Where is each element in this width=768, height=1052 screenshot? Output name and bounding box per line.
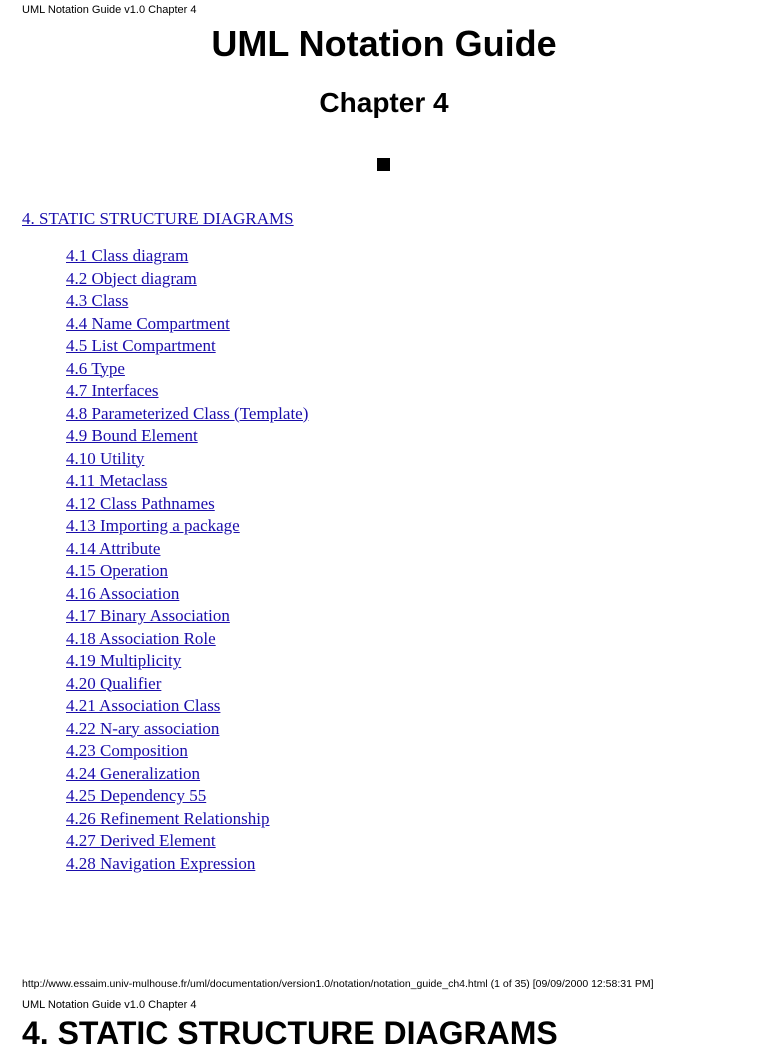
toc-list-item (66, 335, 308, 358)
footer-url: http://www.essaim.univ-mulhouse.fr/uml/documentation/version1.0/notation/notation_guide_ch4.html (1 of 35) [09/09/2000 12:58:31 PM] (22, 978, 654, 990)
toc-link[interactable]: 4.4 Name Compartment (66, 313, 230, 333)
toc-link[interactable]: 4.23 Composition (66, 741, 188, 760)
toc-list-item (66, 785, 308, 808)
toc-list-item (66, 583, 308, 606)
toc-list-item (66, 560, 308, 583)
toc-link[interactable]: 4.19 Multiplicity (66, 651, 182, 670)
toc-list-item (66, 808, 308, 831)
square-bullet-icon (377, 158, 390, 171)
toc-list-item (66, 245, 308, 268)
toc-link[interactable]: 4.27 Derived Element (66, 831, 216, 850)
toc-list-item (66, 628, 308, 651)
toc-link[interactable]: 4.22 N-ary association (66, 718, 220, 738)
toc-list-item (66, 358, 308, 381)
toc-list-item (66, 268, 308, 291)
toc-link[interactable]: 4.13 Importing a package (66, 516, 240, 535)
toc-list-item (66, 290, 308, 313)
toc-link[interactable]: 4.7 Interfaces (66, 381, 159, 400)
toc-link[interactable]: 4.10 Utility (66, 448, 145, 468)
next-page-heading: 4. STATIC STRUCTURE DIAGRAMS (22, 1015, 558, 1051)
toc-link[interactable]: 4.16 Association (66, 583, 180, 603)
page-title: UML Notation Guide (211, 23, 557, 64)
toc-list-item (66, 830, 308, 853)
toc-list-item (66, 763, 308, 786)
toc-list-item (66, 425, 308, 448)
toc-list-item (66, 403, 308, 426)
toc-link[interactable]: 4.21 Association Class (66, 696, 221, 715)
toc-link[interactable]: 4.26 Refinement Relationship (66, 808, 270, 828)
toc-link[interactable]: 4.15 Operation (66, 561, 168, 580)
chapter-subtitle: Chapter 4 (319, 87, 449, 118)
toc-link[interactable]: 4.28 Navigation Expression (66, 853, 256, 873)
toc-link[interactable]: 4.6 Type (66, 358, 125, 378)
toc-list-item (66, 650, 308, 673)
toc-link[interactable]: 4.8 Parameterized Class (Template) (66, 403, 309, 423)
next-page-running-header: UML Notation Guide v1.0 Chapter 4 (22, 999, 197, 1011)
toc-link[interactable]: 4.2 Object diagram (66, 268, 197, 288)
toc-link[interactable]: 4.1 Class diagram (66, 246, 189, 265)
toc-link[interactable]: 4.17 Binary Association (66, 606, 230, 625)
toc-list-item (66, 853, 308, 876)
toc-list-item (66, 695, 308, 718)
running-header: UML Notation Guide v1.0 Chapter 4 (22, 4, 197, 16)
toc-list-item (66, 515, 308, 538)
toc-list-item (66, 673, 308, 696)
toc-main-link[interactable]: 4. STATIC STRUCTURE DIAGRAMS (22, 209, 294, 228)
toc-link[interactable]: 4.9 Bound Element (66, 426, 198, 445)
toc-list-item (66, 470, 308, 493)
toc-link[interactable]: 4.24 Generalization (66, 763, 201, 783)
toc-list-item (66, 448, 308, 471)
toc-link[interactable]: 4.14 Attribute (66, 538, 161, 558)
toc-link[interactable]: 4.5 List Compartment (66, 336, 216, 355)
toc-list-item (66, 718, 308, 741)
toc-list-item (66, 493, 308, 516)
toc-list-item (66, 605, 308, 628)
toc-link[interactable]: 4.11 Metaclass (66, 471, 168, 490)
toc-list-item (66, 380, 308, 403)
toc-link[interactable]: 4.20 Qualifier (66, 673, 162, 693)
toc-list-item (66, 313, 308, 336)
toc-link[interactable]: 4.12 Class Pathnames (66, 493, 215, 513)
toc-list-item (66, 538, 308, 561)
toc-link[interactable]: 4.18 Association Role (66, 628, 216, 648)
toc-list-item (66, 740, 308, 763)
toc-list (66, 245, 308, 875)
toc-link[interactable]: 4.3 Class (66, 291, 129, 310)
toc-link[interactable]: 4.25 Dependency 55 (66, 786, 207, 805)
